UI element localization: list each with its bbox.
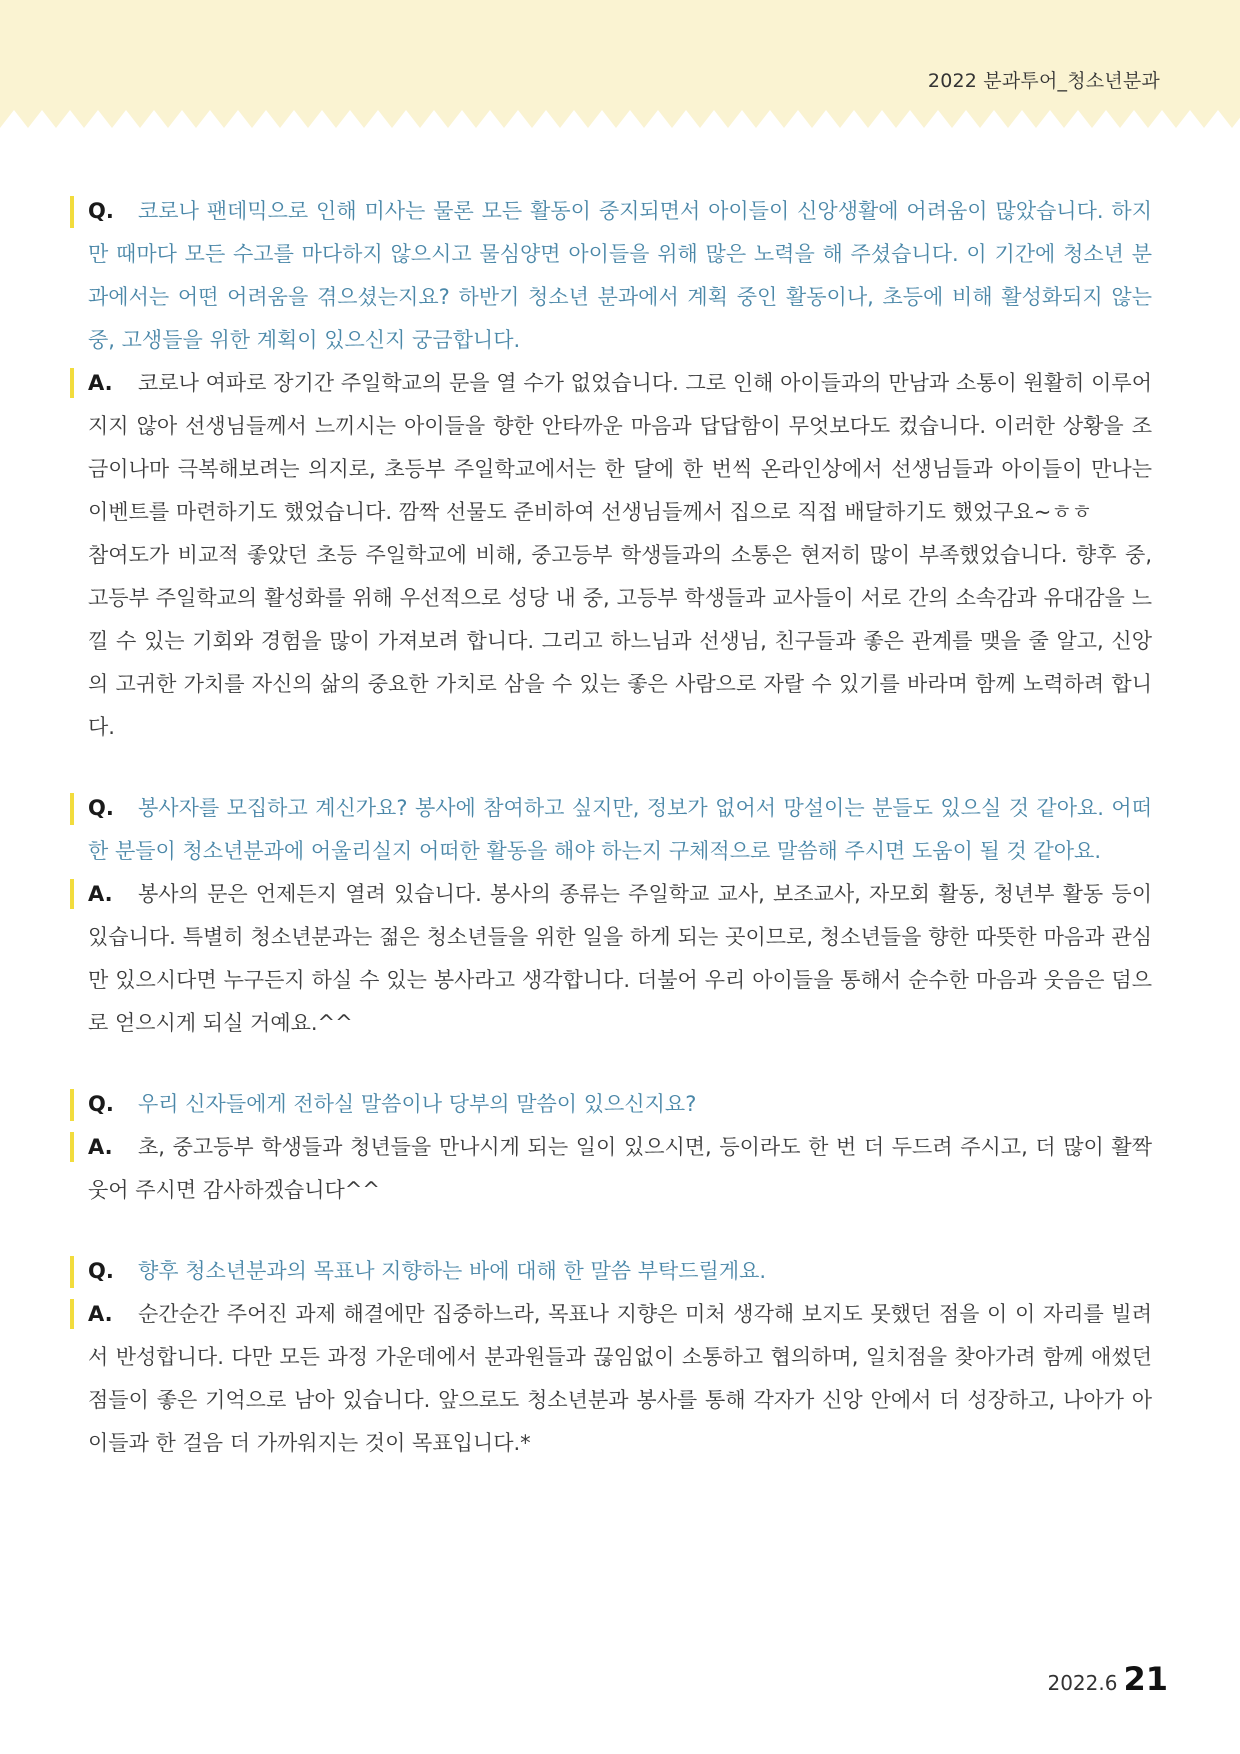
question-marker: Q. (88, 796, 114, 820)
answer-accent-bar (70, 368, 74, 398)
question-block (88, 190, 1152, 362)
question-accent-bar (70, 1256, 74, 1288)
qa-item-2 (88, 787, 1152, 1045)
issue-date: 2022.6 (1047, 1671, 1118, 1695)
question-text: 우리 신자들에게 전하실 말씀이나 당부의 말씀이 있으신지요? (138, 1092, 697, 1116)
answer-block (88, 362, 1152, 749)
question-marker: Q. (88, 1259, 114, 1283)
answer-marker: A. (88, 1135, 113, 1159)
question-text: 코로나 팬데믹으로 인해 미사는 물론 모든 활동이 중지되면서 아이들이 신앙생활에 어려움이 많았습니다. 하지만 때마다 모든 수고를 마다하지 않으시고 물심양면 아이들을 위해 많은 노력을 해 주셨습니다. 이 기간에 청소년 분과에서는 어떤 어려움을 겪으셨는지요? 하반기 청소년 분과에서 계획 중인 활동이나, 초등에 비해 활성화되지 않는 중, 고생들을 위한 계획이 있으신지 궁금합니다. (88, 199, 1152, 352)
question-text: 봉사자를 모집하고 계신가요? 봉사에 참여하고 싶지만, 정보가 없어서 망설이는 분들도 있으실 것 같아요. 어떠한 분들이 청소년분과에 어울리실지 어떠한 활동을 해야 하는지 구체적으로 말씀해 주시면 도움이 될 것 같아요. (88, 796, 1152, 863)
answer-marker: A. (88, 371, 113, 395)
header-band (0, 0, 1240, 145)
answer-accent-bar (70, 879, 74, 909)
answer-text: 순간순간 주어진 과제 해결에만 집중하느라, 목표나 지향은 미처 생각해 보지도 못했던 점을 이 이 자리를 빌려서 반성합니다. 다만 모든 과정 가운데에서 분과원들과 끊임없이 소통하고 협의하며, 일치점을 찾아가려 함께 애썼던 점들이 좋은 기억으로 남아 있습니다. 앞으로도 청소년분과 봉사를 통해 각자가 신앙 안에서 더 성장하고, 나아가 아이들과 한 걸음 더 가까워지는 것이 목표입니다.* (88, 1302, 1152, 1455)
question-accent-bar (70, 793, 74, 825)
question-marker: Q. (88, 199, 114, 223)
running-title: 2022 분과투어_청소년분과 (927, 70, 1160, 92)
page-footer (1047, 1660, 1168, 1698)
question-block (88, 787, 1152, 873)
qa-item-1 (88, 190, 1152, 749)
question-accent-bar (70, 196, 74, 228)
question-marker: Q. (88, 1092, 114, 1116)
zigzag-edge (0, 110, 1240, 146)
answer-marker: A. (88, 882, 113, 906)
question-block (88, 1250, 1152, 1293)
qa-item-3 (88, 1083, 1152, 1212)
page-number: 21 (1123, 1660, 1168, 1698)
question-text: 향후 청소년분과의 목표나 지향하는 바에 대해 한 말씀 부탁드릴게요. (138, 1259, 767, 1283)
answer-block (88, 1126, 1152, 1212)
answer-text: 코로나 여파로 장기간 주일학교의 문을 열 수가 없었습니다. 그로 인해 아이들과의 만남과 소통이 원활히 이루어지지 않아 선생님들께서 느끼시는 아이들을 향한 안타까운 마음과 답답함이 무엇보다도 컸습니다. 이러한 상황을 조금이나마 극복해보려는 의지로, 초등부 주일학교에서는 한 달에 한 번씩 온라인상에서 선생님들과 아이들이 만나는 이벤트를 마련하기도 했었습니다. 깜짝 선물도 준비하여 선생님들께서 집으로 직접 배달하기도 했었구요~ㅎㅎ (88, 371, 1152, 524)
qa-item-4 (88, 1250, 1152, 1465)
answer-paragraph: 참여도가 비교적 좋았던 초등 주일학교에 비해, 중고등부 학생들과의 소통은 현저히 많이 부족했었습니다. 향후 중, 고등부 주일학교의 활성화를 위해 우선적으로 성당 내 중, 고등부 학생들과 교사들이 서로 간의 소속감과 유대감을 느낄 수 있는 기회와 경험을 많이 가져보려 합니다. 그리고 하느님과 선생님, 친구들과 좋은 관계를 맺을 줄 알고, 신앙의 고귀한 가치를 자신의 삶의 중요한 가치로 삼을 수 있는 좋은 사람으로 자랄 수 있기를 바라며 함께 노력하려 합니다. (88, 543, 1152, 739)
answer-accent-bar (70, 1299, 74, 1329)
answer-text: 초, 중고등부 학생들과 청년들을 만나시게 되는 일이 있으시면, 등이라도 한 번 더 두드려 주시고, 더 많이 활짝 웃어 주시면 감사하겠습니다^^ (88, 1135, 1152, 1202)
question-block (88, 1083, 1152, 1126)
answer-marker: A. (88, 1302, 113, 1326)
answer-block (88, 873, 1152, 1045)
answer-text: 봉사의 문은 언제든지 열려 있습니다. 봉사의 종류는 주일학교 교사, 보조교사, 자모회 활동, 청년부 활동 등이 있습니다. 특별히 청소년분과는 젊은 청소년들을 위한 일을 하게 되는 곳이므로, 청소년들을 향한 따뜻한 마음과 관심만 있으시다면 누구든지 하실 수 있는 봉사라고 생각합니다. 더불어 우리 아이들을 통해서 순수한 마음과 웃음은 덤으로 얻으시게 되실 거예요.^^ (88, 882, 1152, 1035)
answer-block (88, 1293, 1152, 1465)
answer-accent-bar (70, 1132, 74, 1162)
question-accent-bar (70, 1089, 74, 1121)
article-body (88, 190, 1152, 1503)
